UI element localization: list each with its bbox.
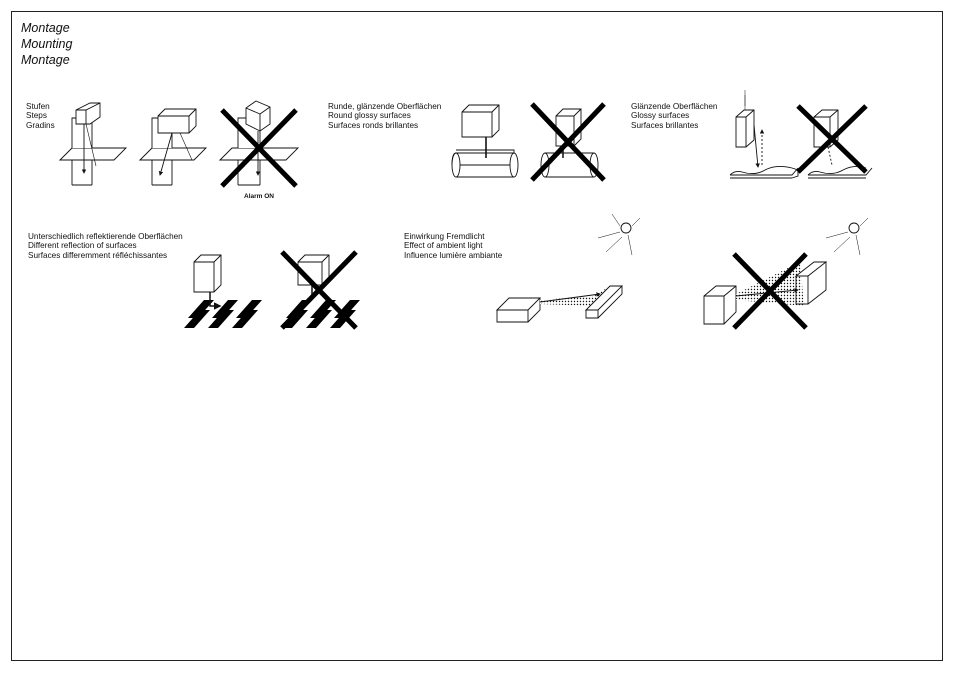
ambient-correct-figure	[497, 214, 640, 322]
glossy-correct-figure	[730, 90, 798, 178]
reflection-incorrect-figure	[282, 252, 360, 328]
caption-reflection-fr: Surfaces differemment réfléchissantes	[28, 250, 168, 260]
steps-correct-figure-2	[140, 109, 206, 185]
steps-correct-figure-1	[60, 103, 126, 185]
caption-steps-en: Steps	[26, 111, 47, 121]
caption-steps-de: Stufen	[26, 102, 50, 111]
title-en: Mounting	[21, 37, 73, 51]
caption-round-fr: Surfaces ronds brillantes	[328, 120, 419, 130]
caption-steps-fr: Gradins	[26, 120, 55, 130]
caption-reflection-de: Unterschiedlich reflektierende Oberflächen	[28, 232, 183, 241]
reflection-correct-figure	[184, 255, 262, 328]
round-incorrect-figure	[532, 104, 604, 180]
caption-round-en: Round glossy surfaces	[328, 111, 411, 121]
caption-glossy-en: Glossy surfaces	[631, 111, 690, 121]
round-correct-figure	[452, 105, 518, 177]
title-de: Montage	[21, 21, 70, 35]
title-fr: Montage	[21, 53, 70, 67]
caption-ambient-de: Einwirkung Fremdlicht	[404, 232, 485, 241]
caption-glossy-de: Glänzende Oberflächen	[631, 102, 718, 111]
caption-round-de: Runde, glänzende Oberflächen	[328, 102, 442, 111]
caption-ambient-fr: Influence lumière ambiante	[404, 250, 503, 260]
caption-glossy-fr: Surfaces brillantes	[631, 120, 699, 130]
ambient-incorrect-figure	[704, 218, 868, 328]
steps-incorrect-figure	[220, 101, 298, 186]
glossy-incorrect-figure	[798, 106, 872, 178]
caption-reflection-en: Different reflection of surfaces	[28, 241, 137, 251]
caption-ambient-en: Effect of ambient light	[404, 241, 483, 251]
alarm-on-label: Alarm ON	[244, 193, 274, 200]
